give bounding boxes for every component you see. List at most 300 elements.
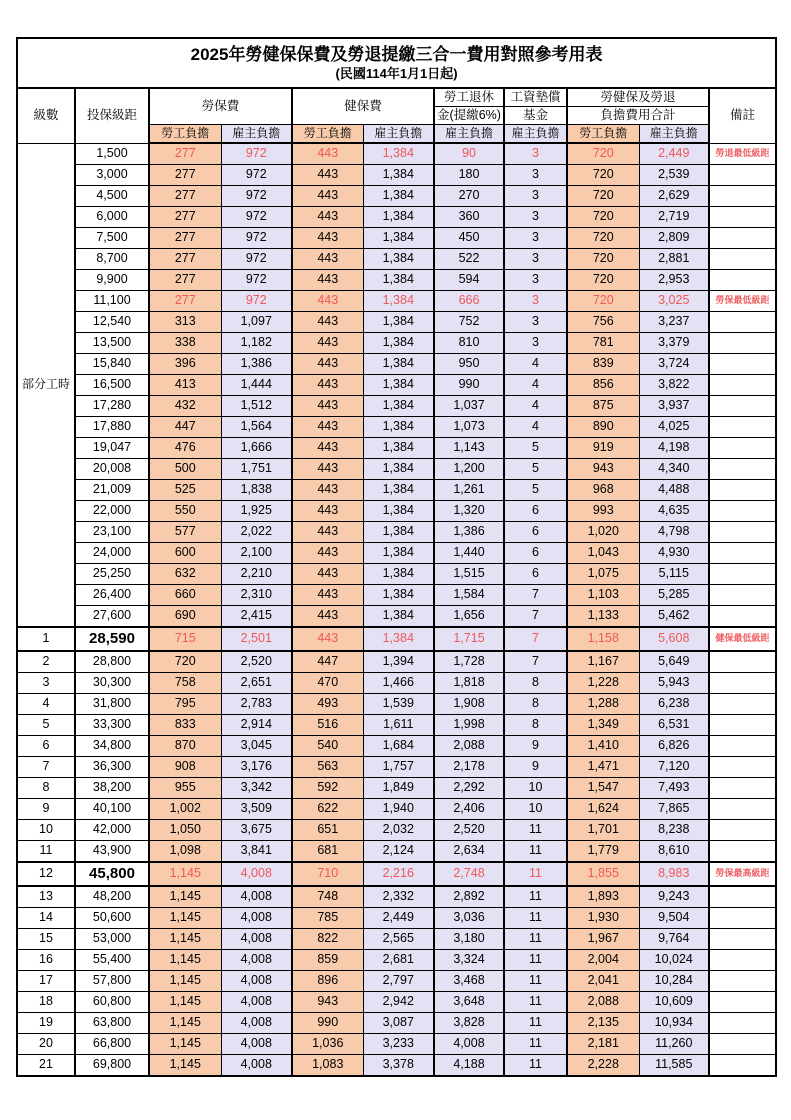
cell-total-employee: 856 — [567, 375, 639, 396]
table-row — [17, 186, 776, 207]
cell-health-employee: 443 — [292, 228, 363, 249]
cell-total-employer: 6,238 — [639, 694, 709, 715]
cell-wage-fund-employer: 11 — [504, 950, 567, 971]
cell-labor-employee: 758 — [149, 673, 221, 694]
cell-pension-employer: 2,892 — [434, 886, 504, 908]
cell-labor-employee: 577 — [149, 522, 221, 543]
cell-remark: 勞退最低級距 — [709, 143, 776, 165]
cell-total-employee: 720 — [567, 228, 639, 249]
cell-wage-fund-employer: 3 — [504, 312, 567, 333]
cell-labor-employee: 1,002 — [149, 799, 221, 820]
cell-total-employer: 7,120 — [639, 757, 709, 778]
cell-remark — [709, 715, 776, 736]
cell-health-employee: 516 — [292, 715, 363, 736]
cell-total-employee: 839 — [567, 354, 639, 375]
cell-labor-employer: 1,182 — [221, 333, 292, 354]
table-row — [17, 736, 776, 757]
cell-wage-fund-employer: 5 — [504, 480, 567, 501]
cell-remark — [709, 585, 776, 606]
table-row — [17, 438, 776, 459]
cell-level: 13 — [17, 886, 75, 908]
cell-total-employer: 6,531 — [639, 715, 709, 736]
cell-health-employer: 1,384 — [363, 606, 434, 628]
cell-total-employee: 1,043 — [567, 543, 639, 564]
cell-total-employer: 9,504 — [639, 908, 709, 929]
cell-health-employer: 2,942 — [363, 992, 434, 1013]
cell-labor-employee: 1,145 — [149, 929, 221, 950]
table-row — [17, 799, 776, 820]
cell-bracket: 31,800 — [75, 694, 149, 715]
cell-total-employee: 720 — [567, 249, 639, 270]
cell-health-employee: 443 — [292, 438, 363, 459]
cell-health-employer: 1,466 — [363, 673, 434, 694]
cell-wage-fund-employer: 10 — [504, 778, 567, 799]
cell-wage-fund-employer: 8 — [504, 673, 567, 694]
cell-labor-employer: 3,176 — [221, 757, 292, 778]
cell-total-employer: 4,930 — [639, 543, 709, 564]
cell-remark — [709, 971, 776, 992]
cell-labor-employer: 4,008 — [221, 929, 292, 950]
cell-health-employee: 443 — [292, 522, 363, 543]
cell-total-employee: 1,547 — [567, 778, 639, 799]
cell-total-employer: 10,609 — [639, 992, 709, 1013]
cell-labor-employer: 4,008 — [221, 1013, 292, 1034]
cell-wage-fund-employer: 9 — [504, 736, 567, 757]
cell-total-employer: 4,025 — [639, 417, 709, 438]
cell-health-employer: 1,384 — [363, 417, 434, 438]
cell-remark — [709, 950, 776, 971]
cell-labor-employee: 277 — [149, 291, 221, 312]
cell-total-employer: 3,822 — [639, 375, 709, 396]
cell-wage-fund-employer: 3 — [504, 165, 567, 186]
cell-level: 9 — [17, 799, 75, 820]
cell-health-employer: 1,757 — [363, 757, 434, 778]
cell-wage-fund-employer: 11 — [504, 1034, 567, 1055]
subheader-wage-fund-employer: 雇主負擔 — [504, 125, 567, 144]
cell-bracket: 25,250 — [75, 564, 149, 585]
cell-health-employee: 822 — [292, 929, 363, 950]
cell-health-employee: 651 — [292, 820, 363, 841]
cell-pension-employer: 270 — [434, 186, 504, 207]
cell-total-employee: 2,181 — [567, 1034, 639, 1055]
cell-health-employer: 1,384 — [363, 228, 434, 249]
cell-total-employer: 9,243 — [639, 886, 709, 908]
cell-pension-employer: 666 — [434, 291, 504, 312]
cell-wage-fund-employer: 3 — [504, 143, 567, 165]
cell-health-employer: 3,378 — [363, 1055, 434, 1077]
cell-total-employee: 1,930 — [567, 908, 639, 929]
cell-bracket: 24,000 — [75, 543, 149, 564]
cell-health-employer: 1,384 — [363, 438, 434, 459]
cell-remark — [709, 757, 776, 778]
cell-labor-employer: 2,520 — [221, 651, 292, 673]
page-title: 2025年勞健保保費及勞退提繳三合一費用對照參考用表 — [190, 45, 603, 65]
reference-sheet — [16, 37, 777, 1077]
cell-pension-employer: 1,908 — [434, 694, 504, 715]
cell-labor-employee: 277 — [149, 270, 221, 291]
cell-labor-employer: 3,841 — [221, 841, 292, 863]
cell-health-employer: 1,539 — [363, 694, 434, 715]
col-header-pension-line2: 金(提繳6%) — [434, 107, 504, 125]
cell-health-employer: 1,384 — [363, 143, 434, 165]
cell-labor-employer: 972 — [221, 291, 292, 312]
cell-total-employee: 968 — [567, 480, 639, 501]
cell-remark — [709, 841, 776, 863]
cell-wage-fund-employer: 11 — [504, 886, 567, 908]
table-row — [17, 375, 776, 396]
cell-labor-employee: 632 — [149, 564, 221, 585]
cell-health-employer: 1,384 — [363, 165, 434, 186]
cell-wage-fund-employer: 7 — [504, 585, 567, 606]
cell-remark — [709, 354, 776, 375]
cell-health-employer: 1,384 — [363, 354, 434, 375]
cell-wage-fund-employer: 4 — [504, 417, 567, 438]
cell-remark — [709, 992, 776, 1013]
cell-labor-employee: 277 — [149, 228, 221, 249]
cell-total-employer: 3,237 — [639, 312, 709, 333]
cell-pension-employer: 3,828 — [434, 1013, 504, 1034]
table-row — [17, 757, 776, 778]
cell-labor-employee: 1,145 — [149, 1055, 221, 1077]
cell-total-employer: 3,724 — [639, 354, 709, 375]
cell-total-employer: 4,340 — [639, 459, 709, 480]
title-row — [17, 38, 776, 88]
cell-labor-employer: 2,210 — [221, 564, 292, 585]
cell-bracket: 11,100 — [75, 291, 149, 312]
cell-wage-fund-employer: 10 — [504, 799, 567, 820]
cell-pension-employer: 2,406 — [434, 799, 504, 820]
cell-labor-employer: 3,045 — [221, 736, 292, 757]
cell-labor-employee: 413 — [149, 375, 221, 396]
cell-total-employee: 1,701 — [567, 820, 639, 841]
table-row — [17, 694, 776, 715]
cell-total-employee: 943 — [567, 459, 639, 480]
cell-total-employer: 5,115 — [639, 564, 709, 585]
table-row — [17, 228, 776, 249]
cell-bracket: 34,800 — [75, 736, 149, 757]
cell-total-employer: 2,539 — [639, 165, 709, 186]
cell-wage-fund-employer: 11 — [504, 862, 567, 886]
cell-health-employer: 1,384 — [363, 396, 434, 417]
cell-level: 2 — [17, 651, 75, 673]
cell-health-employee: 443 — [292, 207, 363, 228]
cell-level: 11 — [17, 841, 75, 863]
subheader-total-employer: 雇主負擔 — [639, 125, 709, 144]
cell-level: 6 — [17, 736, 75, 757]
col-header-labor-insurance: 勞保費 — [149, 88, 292, 125]
cell-level: 5 — [17, 715, 75, 736]
cell-labor-employer: 4,008 — [221, 1055, 292, 1077]
subheader-labor-employee: 勞工負擔 — [149, 125, 221, 144]
table-row — [17, 501, 776, 522]
cell-health-employee: 443 — [292, 165, 363, 186]
cell-total-employer: 11,260 — [639, 1034, 709, 1055]
cell-total-employer: 2,449 — [639, 143, 709, 165]
cell-remark — [709, 249, 776, 270]
cell-total-employee: 993 — [567, 501, 639, 522]
cell-health-employee: 540 — [292, 736, 363, 757]
cell-wage-fund-employer: 5 — [504, 438, 567, 459]
table-row — [17, 841, 776, 863]
cell-pension-employer: 990 — [434, 375, 504, 396]
cell-labor-employee: 277 — [149, 143, 221, 165]
cell-labor-employee: 338 — [149, 333, 221, 354]
col-header-health-insurance: 健保費 — [292, 88, 434, 125]
cell-health-employee: 1,083 — [292, 1055, 363, 1077]
cell-remark — [709, 312, 776, 333]
cell-total-employer: 4,798 — [639, 522, 709, 543]
cell-labor-employer: 1,564 — [221, 417, 292, 438]
cell-labor-employer: 1,444 — [221, 375, 292, 396]
cell-total-employee: 720 — [567, 207, 639, 228]
cell-wage-fund-employer: 8 — [504, 715, 567, 736]
cell-wage-fund-employer: 3 — [504, 249, 567, 270]
cell-labor-employer: 1,666 — [221, 438, 292, 459]
cell-remark — [709, 564, 776, 585]
cell-health-employer: 1,384 — [363, 186, 434, 207]
cell-wage-fund-employer: 4 — [504, 396, 567, 417]
cell-remark — [709, 651, 776, 673]
cell-total-employee: 2,041 — [567, 971, 639, 992]
cell-health-employer: 1,384 — [363, 312, 434, 333]
cell-bracket: 7,500 — [75, 228, 149, 249]
cell-labor-employer: 3,509 — [221, 799, 292, 820]
cell-labor-employer: 972 — [221, 249, 292, 270]
col-header-total-line2: 負擔費用合計 — [567, 107, 709, 125]
cell-labor-employer: 2,651 — [221, 673, 292, 694]
cell-total-employee: 1,779 — [567, 841, 639, 863]
cell-bracket: 28,800 — [75, 651, 149, 673]
cell-health-employee: 443 — [292, 459, 363, 480]
cell-bracket: 60,800 — [75, 992, 149, 1013]
cell-labor-employer: 4,008 — [221, 886, 292, 908]
cell-labor-employee: 432 — [149, 396, 221, 417]
cell-health-employer: 1,384 — [363, 270, 434, 291]
cell-labor-employer: 2,501 — [221, 627, 292, 651]
cell-total-employee: 1,893 — [567, 886, 639, 908]
cell-wage-fund-employer: 3 — [504, 333, 567, 354]
table-body — [17, 143, 776, 1076]
cell-bracket: 22,000 — [75, 501, 149, 522]
table-row — [17, 992, 776, 1013]
cell-bracket: 9,900 — [75, 270, 149, 291]
cell-health-employee: 943 — [292, 992, 363, 1013]
cell-wage-fund-employer: 7 — [504, 651, 567, 673]
cell-remark — [709, 799, 776, 820]
cell-total-employer: 8,983 — [639, 862, 709, 886]
cell-pension-employer: 4,188 — [434, 1055, 504, 1077]
table-row — [17, 778, 776, 799]
col-header-level: 級數 — [17, 88, 75, 143]
cell-total-employer: 7,865 — [639, 799, 709, 820]
subheader-total-employee: 勞工負擔 — [567, 125, 639, 144]
cell-health-employer: 1,684 — [363, 736, 434, 757]
cell-pension-employer: 2,088 — [434, 736, 504, 757]
cell-total-employer: 9,764 — [639, 929, 709, 950]
cell-labor-employee: 600 — [149, 543, 221, 564]
cell-labor-employer: 2,914 — [221, 715, 292, 736]
cell-health-employer: 2,332 — [363, 886, 434, 908]
cell-remark — [709, 886, 776, 908]
table-row — [17, 715, 776, 736]
cell-health-employer: 1,394 — [363, 651, 434, 673]
part-time-group-label: 部分工時 — [17, 143, 75, 627]
cell-wage-fund-employer: 11 — [504, 841, 567, 863]
cell-labor-employer: 4,008 — [221, 992, 292, 1013]
cell-health-employee: 447 — [292, 651, 363, 673]
cell-health-employer: 2,681 — [363, 950, 434, 971]
cell-remark — [709, 673, 776, 694]
cell-total-employee: 1,624 — [567, 799, 639, 820]
table-row — [17, 459, 776, 480]
cell-bracket: 28,590 — [75, 627, 149, 651]
cell-remark — [709, 270, 776, 291]
cell-total-employee: 1,967 — [567, 929, 639, 950]
cell-remark — [709, 186, 776, 207]
cell-total-employee: 2,228 — [567, 1055, 639, 1077]
cell-health-employee: 443 — [292, 585, 363, 606]
cell-health-employer: 1,849 — [363, 778, 434, 799]
cell-total-employee: 781 — [567, 333, 639, 354]
table-row — [17, 929, 776, 950]
cell-health-employer: 2,124 — [363, 841, 434, 863]
cell-level: 3 — [17, 673, 75, 694]
cell-remark: 勞保最低級距 — [709, 291, 776, 312]
cell-level: 19 — [17, 1013, 75, 1034]
table-row — [17, 291, 776, 312]
cell-pension-employer: 594 — [434, 270, 504, 291]
table-row — [17, 673, 776, 694]
cell-health-employer: 1,384 — [363, 627, 434, 651]
cell-total-employer: 8,238 — [639, 820, 709, 841]
cell-bracket: 43,900 — [75, 841, 149, 863]
cell-labor-employer: 1,097 — [221, 312, 292, 333]
cell-pension-employer: 2,178 — [434, 757, 504, 778]
cell-pension-employer: 1,818 — [434, 673, 504, 694]
cell-health-employer: 2,032 — [363, 820, 434, 841]
cell-remark — [709, 736, 776, 757]
title-cell — [17, 38, 776, 88]
header-row-1 — [17, 88, 776, 107]
cell-health-employer: 1,384 — [363, 480, 434, 501]
cell-bracket: 69,800 — [75, 1055, 149, 1077]
table-row — [17, 522, 776, 543]
table-row — [17, 249, 776, 270]
cell-total-employer: 2,719 — [639, 207, 709, 228]
cell-remark — [709, 501, 776, 522]
cell-total-employer: 10,934 — [639, 1013, 709, 1034]
cell-total-employer: 7,493 — [639, 778, 709, 799]
cell-total-employee: 1,349 — [567, 715, 639, 736]
cell-remark — [709, 606, 776, 628]
table-row — [17, 480, 776, 501]
cell-level: 7 — [17, 757, 75, 778]
cell-health-employee: 443 — [292, 333, 363, 354]
cell-total-employee: 756 — [567, 312, 639, 333]
cell-labor-employee: 1,145 — [149, 1034, 221, 1055]
table-row — [17, 585, 776, 606]
cell-total-employer: 10,024 — [639, 950, 709, 971]
cell-labor-employee: 525 — [149, 480, 221, 501]
cell-total-employee: 2,135 — [567, 1013, 639, 1034]
cell-bracket: 12,540 — [75, 312, 149, 333]
cell-level: 16 — [17, 950, 75, 971]
cell-health-employee: 443 — [292, 417, 363, 438]
cell-wage-fund-employer: 11 — [504, 908, 567, 929]
cell-bracket: 26,400 — [75, 585, 149, 606]
cell-labor-employer: 4,008 — [221, 1034, 292, 1055]
cell-total-employer: 4,635 — [639, 501, 709, 522]
table-row — [17, 396, 776, 417]
cell-bracket: 8,700 — [75, 249, 149, 270]
cell-labor-employee: 1,145 — [149, 971, 221, 992]
cell-pension-employer: 1,728 — [434, 651, 504, 673]
cell-bracket: 23,100 — [75, 522, 149, 543]
cell-total-employer: 2,629 — [639, 186, 709, 207]
cell-labor-employee: 1,145 — [149, 862, 221, 886]
cell-health-employee: 622 — [292, 799, 363, 820]
table-row — [17, 143, 776, 165]
cell-wage-fund-employer: 11 — [504, 1055, 567, 1077]
cell-health-employee: 493 — [292, 694, 363, 715]
cell-health-employer: 1,384 — [363, 459, 434, 480]
cell-wage-fund-employer: 8 — [504, 694, 567, 715]
cell-health-employer: 1,384 — [363, 585, 434, 606]
cell-health-employee: 785 — [292, 908, 363, 929]
cell-level: 1 — [17, 627, 75, 651]
cell-labor-employer: 4,008 — [221, 862, 292, 886]
cell-level: 4 — [17, 694, 75, 715]
cell-pension-employer: 2,634 — [434, 841, 504, 863]
table-row — [17, 270, 776, 291]
cell-bracket: 17,280 — [75, 396, 149, 417]
cell-labor-employee: 795 — [149, 694, 221, 715]
cell-pension-employer: 1,656 — [434, 606, 504, 628]
cell-pension-employer: 3,648 — [434, 992, 504, 1013]
cell-remark — [709, 929, 776, 950]
cell-labor-employer: 2,310 — [221, 585, 292, 606]
table-row — [17, 543, 776, 564]
cell-level: 10 — [17, 820, 75, 841]
cell-bracket: 33,300 — [75, 715, 149, 736]
cell-health-employer: 1,384 — [363, 291, 434, 312]
cell-health-employee: 470 — [292, 673, 363, 694]
cell-bracket: 6,000 — [75, 207, 149, 228]
cell-pension-employer: 1,998 — [434, 715, 504, 736]
cell-pension-employer: 90 — [434, 143, 504, 165]
cell-health-employee: 443 — [292, 186, 363, 207]
cell-total-employee: 1,020 — [567, 522, 639, 543]
cell-labor-employer: 2,100 — [221, 543, 292, 564]
col-header-remarks: 備註 — [709, 88, 776, 143]
cell-remark — [709, 522, 776, 543]
cell-level: 12 — [17, 862, 75, 886]
table-row — [17, 1013, 776, 1034]
cell-total-employer: 4,198 — [639, 438, 709, 459]
cell-health-employee: 563 — [292, 757, 363, 778]
cell-level: 14 — [17, 908, 75, 929]
cell-labor-employee: 1,050 — [149, 820, 221, 841]
page-subtitle: (民國114年1月1日起) — [335, 65, 458, 81]
cell-total-employer: 3,379 — [639, 333, 709, 354]
cell-pension-employer: 360 — [434, 207, 504, 228]
cell-pension-employer: 4,008 — [434, 1034, 504, 1055]
cell-total-employer: 5,943 — [639, 673, 709, 694]
cell-remark — [709, 396, 776, 417]
cell-level: 17 — [17, 971, 75, 992]
cell-bracket: 3,000 — [75, 165, 149, 186]
cell-health-employee: 748 — [292, 886, 363, 908]
